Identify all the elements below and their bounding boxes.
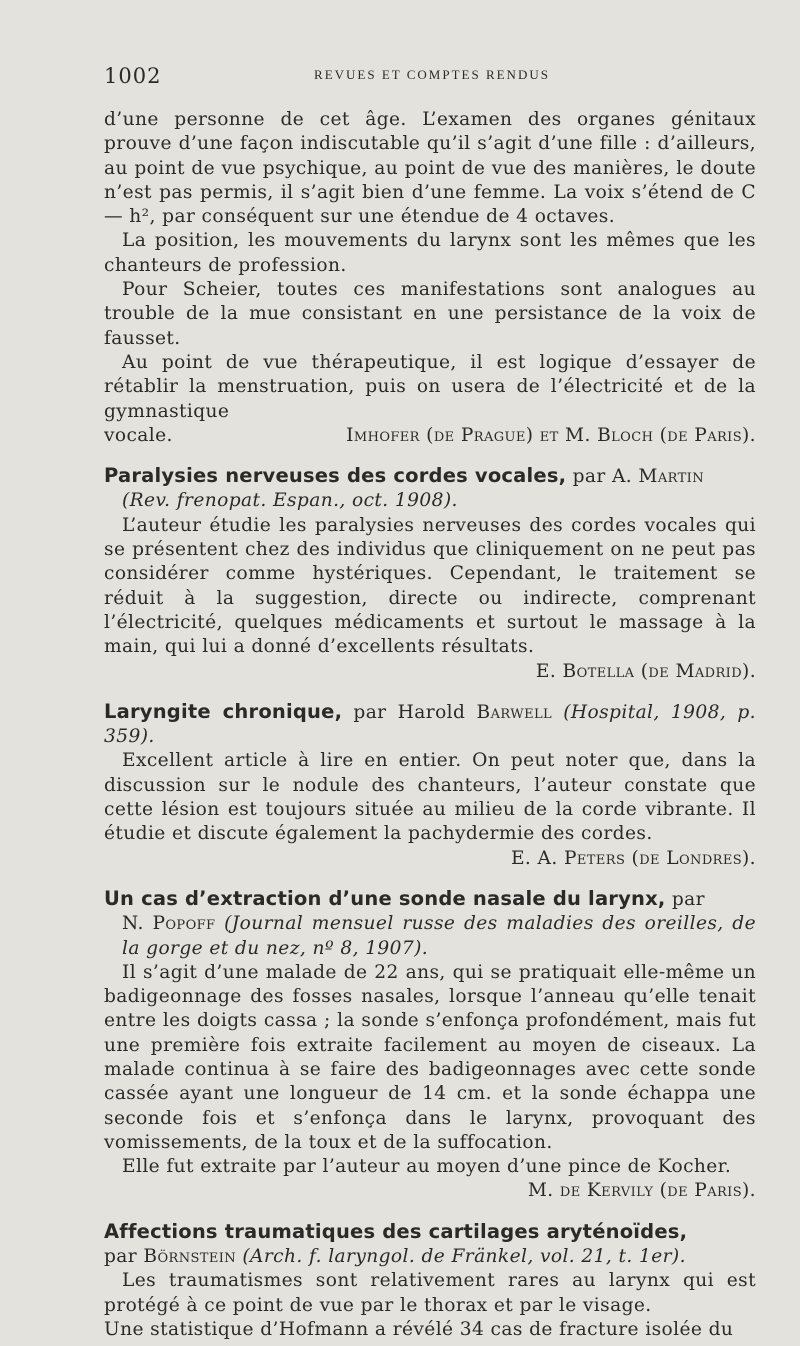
review-heading [104,1220,756,1245]
review-section-4 [104,1220,756,1342]
review-signature-line [104,660,756,684]
review-title: Paralysies nerveuses des cordes vocales, [104,464,567,488]
intro-paragraph-1: d’une personne de cet âge. L’examen des organes génitaux prouve d’une façon indiscutable qu’il s’agit d’une fille : d’ailleurs, au point de vue psychique, au point de vue des manières, le doute n’est pas permis, il s’agit bien d’une femme. La voix s’étend de C — h², par conséquent sur une étendue de 4 octaves. [104,109,756,228]
review-signature-line [104,847,756,871]
intro-signature-line [104,424,756,448]
review-paragraph: L’auteur étudie les paralysies nerveuses des cordes vocales qui se présentent chez des individus que cliniquement on ne peut pas considérer comme hystériques. Cependant, le traitement se réduit à la suggestion, directe ou indirecte, comprenant l’électricité, quelques médicaments et surtout le massage à la main, qui lui a donné d’excellents résultats. [104,514,756,658]
review-paragraph: Excellent article à lire en entier. On peut noter que, dans la discussion sur le nodule des chanteurs, l’auteur constate que cette lésion est toujours située au milieu de la corde vibrante. Il étudie et discute également la pachydermie des cordes. [104,750,756,845]
intro-paragraph-3: Pour Scheier, toutes ces manifestations sont analogues au trouble de la mue consistant en une persistance de la voix de fausset. [104,279,756,349]
review-title: Laryngite chronique, [104,699,343,723]
review-by: par Harold [353,701,466,723]
review-author: A. Martin [611,466,704,488]
review-by: par [572,466,606,488]
review-heading [104,464,756,489]
review-by: par [671,888,705,910]
intro-paragraph-4: Au point de vue thérapeutique, il est logique d’essayer de rétablir la menstruation, puis on usera de l’électricité et de la gymnastique [104,351,756,422]
review-signature: E. Botella (de Madrid). [535,660,756,682]
review-heading [104,700,756,750]
review-by: par [104,1246,138,1268]
review-section-3 [104,887,756,1204]
running-title: REVUES ET COMPTES RENDUS [314,67,550,82]
review-signature: M. de Kervily (de Paris). [527,1180,756,1202]
review-source: (Hospital, 1908, p. 359). [104,701,756,748]
article-body [104,108,756,1342]
review-author: Barwell [476,701,553,723]
review-author: Börnstein [143,1246,237,1268]
review-paragraph: Il s’agit d’une malade de 22 ans, qui se pratiquait elle-même un badigeonnage des fosses nasales, lorsque l’anneau qu’elle tenait entre les doigts cassa ; la sonde s’enfonça profondément, mais fut une première fois extraite facilement au moyen de ciseaux. La malade continua à se faire des badigeonnages avec cette sonde cassée ayant une longueur de 14 cm. et la sonde échappa une seconde fois et s’enfonça dans le larynx, provoquant des vomissements, de la toux et de la suffocation. [104,961,756,1153]
intro-signature: Imhofer (de Prague) et M. Bloch (de Paris). [346,424,756,446]
review-author-line [104,912,756,961]
review-title: Un cas d’extraction d’une sonde nasale du larynx, [104,886,666,910]
review-heading [104,887,756,912]
review-signature-line [104,1179,756,1203]
page-number: 1002 [104,64,162,88]
page-header [104,64,760,90]
review-signature: E. A. Peters (de Londres). [510,847,756,869]
review-title: Affections traumatiques des cartilages aryténoïdes, [104,1219,688,1243]
intro-paragraph-2: La position, les mouvements du larynx sont les mêmes que les chanteurs de profession. [104,230,756,276]
review-section-2 [104,700,756,871]
review-section-1 [104,464,756,684]
review-paragraph: Elle fut extraite par l’auteur au moyen d’une pince de Kocher. [122,1156,732,1178]
review-paragraph: Une statistique d’Hofmann a révélé 34 cas de fracture isolée du [104,1318,734,1340]
review-paragraph: Les traumatismes sont relativement rares au larynx qui est protégé à ce point de vue par le thorax et par le visage. [104,1270,756,1316]
review-author-line [104,1245,756,1269]
review-source: (Journal mensuel russe des maladies des oreilles, de la gorge et du nez, nº 8, 1907). [122,913,756,959]
review-author: N. Popoff [122,913,216,935]
review-source: (Rev. frenopat. Espan., oct. 1908). [122,490,458,512]
review-source: (Arch. f. laryngol. de Fränkel, vol. 21, t. 1er). [242,1246,686,1268]
intro-paragraph-4-end: vocale. [104,424,173,446]
